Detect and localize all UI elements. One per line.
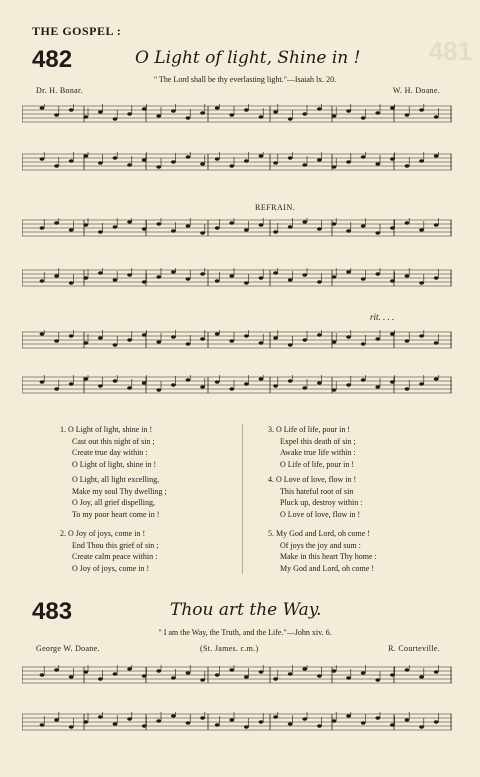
note-head bbox=[83, 377, 88, 380]
note-head bbox=[273, 336, 278, 339]
note-head bbox=[142, 158, 147, 161]
note-head bbox=[113, 672, 118, 675]
note-head bbox=[361, 155, 366, 158]
note-head bbox=[288, 156, 293, 159]
note-head bbox=[40, 723, 45, 726]
note-head bbox=[215, 106, 220, 109]
note-head bbox=[405, 221, 410, 224]
note-head bbox=[259, 154, 264, 157]
note-head bbox=[259, 276, 264, 279]
note-head bbox=[273, 271, 278, 274]
note-head bbox=[346, 229, 351, 232]
column-divider bbox=[242, 424, 243, 574]
note-head bbox=[54, 339, 59, 342]
note-head bbox=[390, 106, 395, 109]
note-head bbox=[375, 337, 380, 340]
note-head bbox=[346, 160, 351, 163]
note-head bbox=[288, 117, 293, 120]
note-head bbox=[302, 112, 307, 115]
section-heading: THE GOSPEL : bbox=[32, 24, 122, 38]
verse-line: 5. My God and Lord, oh come ! bbox=[268, 529, 370, 538]
note-head bbox=[171, 383, 176, 386]
note-head bbox=[419, 382, 424, 385]
note-head bbox=[288, 722, 293, 725]
verse-line: Make my soul Thy dwelling ; bbox=[72, 486, 167, 496]
note-head bbox=[142, 381, 147, 384]
note-head bbox=[98, 110, 103, 113]
note-head bbox=[69, 382, 74, 385]
note-head bbox=[200, 272, 205, 275]
note-head bbox=[288, 672, 293, 675]
note-head bbox=[288, 225, 293, 228]
note-head bbox=[127, 163, 132, 166]
note-head bbox=[419, 108, 424, 111]
note-head bbox=[302, 163, 307, 166]
hymn-483-tune: (St. James. c.m.) bbox=[200, 644, 259, 653]
note-head bbox=[215, 332, 220, 335]
note-head bbox=[54, 387, 59, 390]
note-head bbox=[186, 671, 191, 674]
staff-lines-svg bbox=[22, 712, 452, 732]
note-head bbox=[200, 111, 205, 114]
note-head bbox=[405, 113, 410, 116]
note-head bbox=[69, 334, 74, 337]
staff-lines-svg bbox=[22, 218, 452, 238]
hymn-482-author: Dr. H. Bonar. bbox=[36, 86, 83, 95]
music-staff-bass-1 bbox=[22, 152, 452, 172]
verse-line: Cast out this night of sin ; bbox=[72, 436, 155, 446]
note-head bbox=[332, 669, 337, 672]
note-head bbox=[69, 725, 74, 728]
note-head bbox=[317, 674, 322, 677]
note-head bbox=[434, 720, 439, 723]
verse-1-chorus bbox=[72, 474, 167, 520]
note-head bbox=[186, 378, 191, 381]
note-head bbox=[302, 273, 307, 276]
note-head bbox=[273, 384, 278, 387]
note-head bbox=[390, 380, 395, 383]
verse-line: My God and Lord, oh come ! bbox=[280, 563, 374, 573]
note-head bbox=[390, 723, 395, 726]
note-head bbox=[200, 231, 205, 234]
staff-lines-svg bbox=[22, 665, 452, 685]
note-head bbox=[215, 380, 220, 383]
note-head bbox=[244, 675, 249, 678]
note-head bbox=[215, 157, 220, 160]
note-head bbox=[332, 165, 337, 168]
note-head bbox=[434, 115, 439, 118]
note-head bbox=[244, 108, 249, 111]
note-head bbox=[215, 226, 220, 229]
note-head bbox=[98, 161, 103, 164]
note-head bbox=[229, 274, 234, 277]
verse-line: Make in this heart Thy home : bbox=[280, 552, 377, 561]
note-head bbox=[434, 276, 439, 279]
verse-line: End Thou this grief of sin ; bbox=[72, 540, 159, 550]
note-head bbox=[288, 379, 293, 382]
verse-line: Expel this death of sin ; bbox=[280, 436, 356, 446]
note-head bbox=[434, 223, 439, 226]
note-head bbox=[317, 724, 322, 727]
verse-2 bbox=[60, 528, 159, 574]
note-head bbox=[361, 277, 366, 280]
verse-line: 3. O Life of life, pour in ! bbox=[268, 425, 350, 434]
note-head bbox=[375, 162, 380, 165]
note-head bbox=[419, 334, 424, 337]
note-head bbox=[229, 221, 234, 224]
note-head bbox=[156, 719, 161, 722]
verse-line: O Life of life, pour in ! bbox=[280, 459, 354, 469]
note-head bbox=[127, 220, 132, 223]
note-head bbox=[317, 280, 322, 283]
verse-line: 4. O Love of love, flow in ! bbox=[268, 475, 357, 484]
note-head bbox=[273, 230, 278, 233]
note-head bbox=[259, 377, 264, 380]
note-head bbox=[434, 154, 439, 157]
note-head bbox=[419, 675, 424, 678]
music-staff-bass-2 bbox=[22, 268, 452, 288]
note-head bbox=[69, 675, 74, 678]
note-head bbox=[40, 332, 45, 335]
note-head bbox=[142, 107, 147, 110]
note-head bbox=[215, 673, 220, 676]
note-head bbox=[171, 160, 176, 163]
verse-4 bbox=[268, 474, 362, 520]
note-head bbox=[171, 714, 176, 717]
note-head bbox=[332, 222, 337, 225]
note-head bbox=[98, 677, 103, 680]
note-head bbox=[156, 114, 161, 117]
note-head bbox=[375, 111, 380, 114]
note-head bbox=[361, 116, 366, 119]
note-head bbox=[98, 336, 103, 339]
note-head bbox=[156, 669, 161, 672]
verse-line: This hateful root of sin bbox=[280, 486, 354, 496]
note-head bbox=[113, 156, 118, 159]
note-head bbox=[259, 720, 264, 723]
note-head bbox=[186, 342, 191, 345]
note-head bbox=[171, 676, 176, 679]
note-head bbox=[54, 718, 59, 721]
note-head bbox=[156, 388, 161, 391]
hymn-483-number: 483 bbox=[32, 598, 73, 625]
note-head bbox=[40, 106, 45, 109]
note-head bbox=[127, 112, 132, 115]
note-head bbox=[390, 332, 395, 335]
note-head bbox=[171, 229, 176, 232]
note-head bbox=[273, 715, 278, 718]
note-head bbox=[405, 668, 410, 671]
note-head bbox=[156, 275, 161, 278]
note-head bbox=[69, 108, 74, 111]
note-head bbox=[288, 278, 293, 281]
hymn-482-scripture: " The Lord shall be thy everlasting light."—Isaiah lx. 20. bbox=[153, 75, 337, 84]
note-head bbox=[83, 115, 88, 118]
note-head bbox=[229, 668, 234, 671]
staff-lines-svg bbox=[22, 330, 452, 350]
note-head bbox=[288, 343, 293, 346]
note-head bbox=[332, 388, 337, 391]
note-head bbox=[434, 341, 439, 344]
note-head bbox=[171, 109, 176, 112]
note-head bbox=[332, 275, 337, 278]
verse-line: O Light of light, shine in ! bbox=[72, 459, 157, 469]
note-head bbox=[361, 378, 366, 381]
note-head bbox=[332, 340, 337, 343]
note-head bbox=[156, 222, 161, 225]
note-head bbox=[302, 386, 307, 389]
note-head bbox=[69, 228, 74, 231]
note-head bbox=[317, 158, 322, 161]
note-head bbox=[156, 165, 161, 168]
note-head bbox=[244, 334, 249, 337]
verse-line: O Joy, all grief dispelling, bbox=[72, 498, 156, 507]
music-staff-treble-1 bbox=[22, 104, 452, 124]
music-staff-treble-4 bbox=[22, 665, 452, 685]
note-head bbox=[259, 223, 264, 226]
note-head bbox=[317, 333, 322, 336]
note-head bbox=[200, 385, 205, 388]
refrain-label: REFRAIN. bbox=[255, 203, 296, 212]
note-head bbox=[69, 159, 74, 162]
bleed-through-page-number: 481 bbox=[428, 36, 472, 66]
note-head bbox=[229, 718, 234, 721]
hymn-483-composer: R. Courteville. bbox=[388, 644, 440, 653]
note-head bbox=[229, 113, 234, 116]
note-head bbox=[200, 678, 205, 681]
note-head bbox=[259, 670, 264, 673]
note-head bbox=[200, 162, 205, 165]
note-head bbox=[186, 277, 191, 280]
note-head bbox=[83, 670, 88, 673]
note-head bbox=[346, 270, 351, 273]
staff-lines-svg bbox=[22, 104, 452, 124]
note-head bbox=[244, 159, 249, 162]
note-head bbox=[127, 667, 132, 670]
note-head bbox=[419, 159, 424, 162]
ritardando-mark: rit. . . . bbox=[370, 312, 395, 322]
note-head bbox=[229, 387, 234, 390]
note-head bbox=[346, 676, 351, 679]
note-head bbox=[405, 339, 410, 342]
hymn-482-title: O Light of light, Shine in ! bbox=[135, 48, 361, 68]
note-head bbox=[317, 381, 322, 384]
note-head bbox=[113, 278, 118, 281]
note-head bbox=[40, 279, 45, 282]
note-head bbox=[127, 273, 132, 276]
note-head bbox=[332, 719, 337, 722]
note-head bbox=[171, 270, 176, 273]
note-head bbox=[375, 272, 380, 275]
note-head bbox=[156, 340, 161, 343]
staff-lines-svg bbox=[22, 152, 452, 172]
note-head bbox=[98, 271, 103, 274]
note-head bbox=[54, 221, 59, 224]
verse-1 bbox=[60, 424, 156, 470]
note-head bbox=[361, 342, 366, 345]
note-head bbox=[375, 231, 380, 234]
note-head bbox=[244, 228, 249, 231]
note-head bbox=[142, 280, 147, 283]
hymn-482-number: 482 bbox=[32, 46, 73, 73]
verse-3 bbox=[268, 424, 356, 470]
note-head bbox=[54, 113, 59, 116]
hymn-482-composer: W. H. Doane. bbox=[392, 86, 440, 95]
note-head bbox=[98, 384, 103, 387]
note-head bbox=[40, 226, 45, 229]
note-head bbox=[434, 670, 439, 673]
music-staff-treble-2 bbox=[22, 218, 452, 238]
music-staff-bass-3 bbox=[22, 375, 452, 395]
note-head bbox=[302, 667, 307, 670]
note-head bbox=[186, 224, 191, 227]
note-head bbox=[215, 723, 220, 726]
note-head bbox=[69, 281, 74, 284]
note-head bbox=[83, 154, 88, 157]
note-head bbox=[302, 220, 307, 223]
verse-line: O Love of love, flow in ! bbox=[280, 509, 361, 519]
note-head bbox=[390, 226, 395, 229]
note-head bbox=[405, 274, 410, 277]
note-head bbox=[419, 281, 424, 284]
verse-line: Create true day within : bbox=[72, 448, 148, 457]
note-head bbox=[186, 155, 191, 158]
note-head bbox=[215, 279, 220, 282]
note-head bbox=[259, 341, 264, 344]
note-head bbox=[244, 382, 249, 385]
note-head bbox=[302, 338, 307, 341]
note-head bbox=[113, 722, 118, 725]
verse-line: To my poor heart come in ! bbox=[72, 509, 160, 519]
note-head bbox=[142, 674, 147, 677]
note-head bbox=[346, 335, 351, 338]
note-head bbox=[229, 164, 234, 167]
note-head bbox=[419, 725, 424, 728]
note-head bbox=[244, 725, 249, 728]
note-head bbox=[83, 276, 88, 279]
note-head bbox=[98, 715, 103, 718]
note-head bbox=[171, 335, 176, 338]
note-head bbox=[83, 720, 88, 723]
note-head bbox=[317, 227, 322, 230]
note-head bbox=[186, 116, 191, 119]
note-head bbox=[200, 716, 205, 719]
note-head bbox=[405, 164, 410, 167]
verse-line: Awake true life within : bbox=[280, 448, 356, 457]
note-head bbox=[113, 343, 118, 346]
note-head bbox=[142, 333, 147, 336]
note-head bbox=[54, 668, 59, 671]
note-head bbox=[83, 341, 88, 344]
note-head bbox=[186, 721, 191, 724]
note-head bbox=[361, 224, 366, 227]
note-head bbox=[390, 279, 395, 282]
hymn-483-title: Thou art the Way. bbox=[170, 600, 322, 620]
note-head bbox=[40, 380, 45, 383]
note-head bbox=[259, 115, 264, 118]
verse-line: 2. O Joy of joys, come in ! bbox=[60, 529, 146, 538]
music-staff-bass-4 bbox=[22, 712, 452, 732]
note-head bbox=[375, 678, 380, 681]
hymn-483-author: George W. Doane. bbox=[36, 644, 100, 653]
note-head bbox=[302, 717, 307, 720]
note-head bbox=[273, 677, 278, 680]
note-head bbox=[40, 673, 45, 676]
note-head bbox=[273, 161, 278, 164]
note-head bbox=[273, 110, 278, 113]
note-head bbox=[83, 223, 88, 226]
verse-line: Pluck up, destroy within : bbox=[280, 498, 363, 507]
note-head bbox=[419, 228, 424, 231]
note-head bbox=[54, 164, 59, 167]
note-head bbox=[229, 339, 234, 342]
note-head bbox=[346, 383, 351, 386]
note-head bbox=[113, 225, 118, 228]
note-head bbox=[390, 157, 395, 160]
staff-lines-svg bbox=[22, 268, 452, 288]
note-head bbox=[390, 673, 395, 676]
verse-line: Of joys the joy and sum : bbox=[280, 540, 361, 550]
note-head bbox=[40, 157, 45, 160]
note-head bbox=[346, 714, 351, 717]
note-head bbox=[113, 117, 118, 120]
note-head bbox=[244, 281, 249, 284]
note-head bbox=[405, 718, 410, 721]
note-head bbox=[375, 716, 380, 719]
note-head bbox=[127, 338, 132, 341]
verse-line: O Joy of joys, come in ! bbox=[72, 563, 150, 573]
staff-lines-svg bbox=[22, 375, 452, 395]
note-head bbox=[375, 385, 380, 388]
verse-line: O Light, all light excelling, bbox=[72, 475, 160, 484]
note-head bbox=[317, 107, 322, 110]
music-staff-treble-3 bbox=[22, 330, 452, 350]
note-head bbox=[434, 377, 439, 380]
verse-line: Create calm peace within : bbox=[72, 552, 158, 561]
note-head bbox=[127, 717, 132, 720]
note-head bbox=[127, 386, 132, 389]
note-head bbox=[142, 724, 147, 727]
note-head bbox=[332, 114, 337, 117]
note-head bbox=[113, 379, 118, 382]
hymn-483-scripture: " I am the Way, the Truth, and the Life."—John xiv. 6. bbox=[158, 628, 332, 637]
note-head bbox=[346, 109, 351, 112]
note-head bbox=[142, 227, 147, 230]
note-head bbox=[200, 337, 205, 340]
note-head bbox=[54, 274, 59, 277]
verse-line: 1. O Light of light, shine in ! bbox=[60, 425, 153, 434]
note-head bbox=[361, 721, 366, 724]
note-head bbox=[98, 230, 103, 233]
note-head bbox=[405, 387, 410, 390]
note-head bbox=[361, 671, 366, 674]
verse-5 bbox=[268, 528, 377, 574]
